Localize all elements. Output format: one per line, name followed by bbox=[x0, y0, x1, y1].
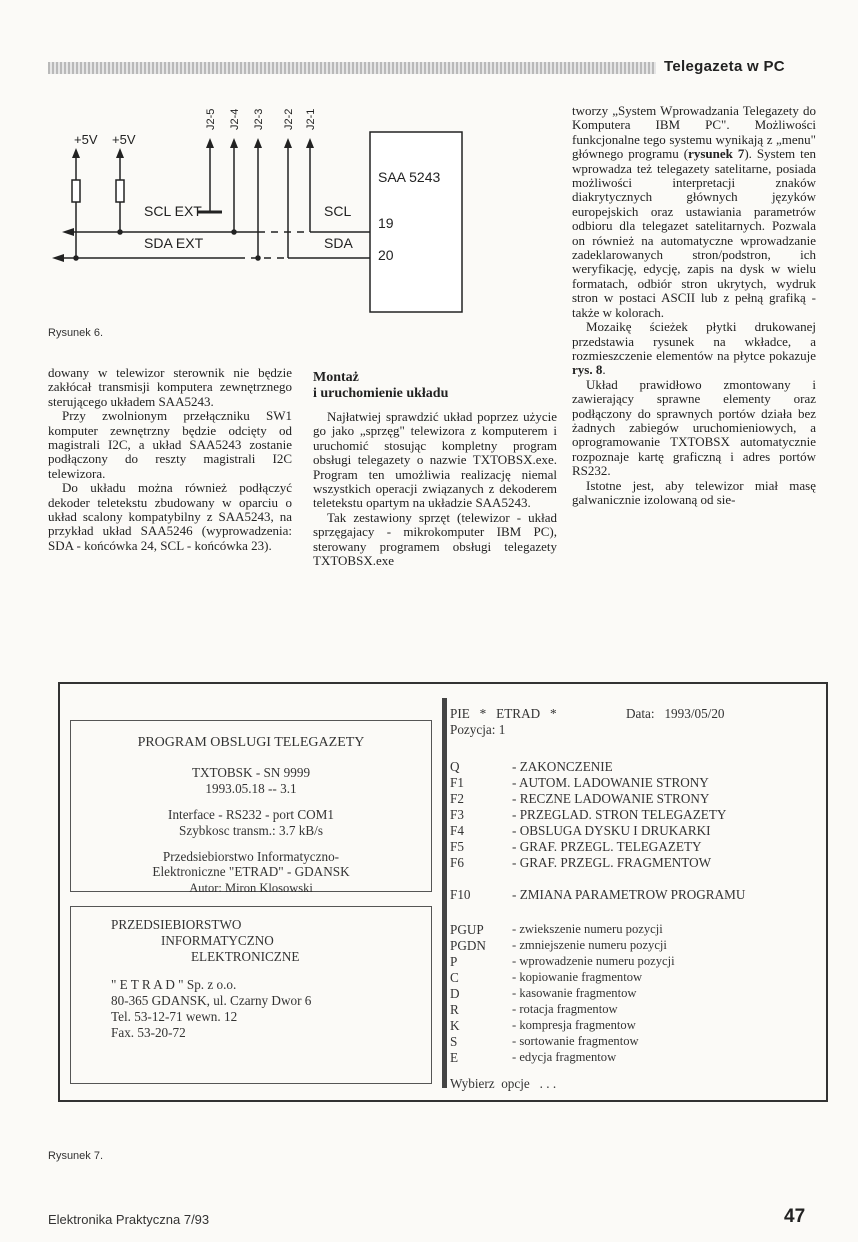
heading-line-1: Montaż bbox=[313, 370, 359, 385]
menu-key-f5[interactable]: F5 bbox=[450, 839, 464, 854]
menu-key-p[interactable]: P bbox=[450, 954, 458, 969]
program-serial: TXTOBSK - SN 9999 bbox=[191, 765, 311, 780]
label-5v-2: +5V bbox=[112, 132, 136, 147]
label-pin-20: 20 bbox=[378, 247, 394, 263]
menu-key-f6[interactable]: F6 bbox=[450, 855, 464, 870]
company-address-box bbox=[70, 906, 432, 1084]
paragraph: Istotne jest, aby telewizor miał masę galwanicznie izolowaną od sie- bbox=[572, 477, 816, 507]
label-scl-ext: SCL EXT bbox=[144, 203, 202, 219]
company-etrad: " E T R A D " Sp. z o.o. bbox=[111, 977, 237, 992]
menu-key-f3[interactable]: F3 bbox=[450, 807, 464, 822]
paragraph bbox=[572, 104, 816, 320]
company-fax: Fax. 53-20-72 bbox=[111, 1025, 186, 1040]
screen-divider bbox=[442, 698, 447, 1088]
label-pin-19: 19 bbox=[378, 215, 394, 231]
screen-position: Pozycja: 1 bbox=[450, 722, 506, 737]
paragraph: dowany w telewizor sterownik nie będzie zakłócał transmisji komputera zewnętrznego sterującego układem SAA5243. bbox=[48, 365, 292, 409]
paragraph: Układ prawidłowo zmontowany i zawierający sprawne elementy oraz podłączony do sprawnych portów działa bez żadnych zabiegów uruchomieniowych, a oprogramowanie TXTOBSX automatycznie rozpoznaje kartę graficzną i adres portów RS232. bbox=[572, 376, 816, 479]
menu-key-f2[interactable]: F2 bbox=[450, 791, 464, 806]
menu-key-c[interactable]: C bbox=[450, 970, 459, 985]
paragraph: Najłatwiej sprawdzić układ poprzez użycie go jako „sprzęg" telewizora z komputerem i uruchomić stosując kompletny program obsługi telegazety o nazwie TXTOBSX.exe. Program ten umożliwia realizację niemal wszystkich operacji związanych z dekoderem teletekstu opartym na układzie SAA5243. bbox=[313, 409, 557, 511]
figure-reference: rys. 8 bbox=[572, 362, 603, 378]
page-number: 47 bbox=[784, 1206, 806, 1227]
screen-date: Data: 1993/05/20 bbox=[626, 706, 725, 721]
program-info-box bbox=[70, 720, 432, 895]
company-name-1: PRZEDSIEBIORSTWO bbox=[111, 917, 242, 932]
company-name-3: ELEKTRONICZNE bbox=[191, 949, 300, 964]
menu-item-f2[interactable]: - RECZNE LADOWANIE STRONY bbox=[512, 791, 710, 806]
circuit-diagram-figure-6 bbox=[48, 92, 488, 322]
menu-item-f1[interactable]: - AUTOM. LADOWANIE STRONY bbox=[512, 775, 709, 790]
label-scl: SCL bbox=[324, 203, 352, 219]
menu-item-p[interactable]: - wprowadzenie numeru pozycji bbox=[512, 954, 675, 968]
menu-item-f10[interactable]: - ZMIANA PARAMETROW PROGRAMU bbox=[512, 887, 746, 902]
paragraph: Przy zwolnionym przełączniku SW1 komputer zewnętrzny będzie odcięty od magistrali I2C, a układ SAA5243 zostanie podłączony do reszty magistrali I2C telewizora. bbox=[48, 408, 292, 481]
label-j2-5: J2-5 bbox=[205, 108, 217, 130]
menu-key-e[interactable]: E bbox=[450, 1050, 459, 1065]
menu-key-k[interactable]: K bbox=[450, 1018, 460, 1033]
label-j2-3: J2-3 bbox=[253, 108, 265, 130]
label-sda-ext: SDA EXT bbox=[144, 235, 204, 251]
option-prompt[interactable]: Wybierz opcje . . . bbox=[450, 1076, 557, 1091]
text-column-2 bbox=[313, 370, 557, 568]
menu-item-f3[interactable]: - PRZEGLAD. STRON TELEGAZETY bbox=[512, 807, 727, 822]
menu-key-r[interactable]: R bbox=[450, 1002, 459, 1017]
menu-item-q[interactable]: - ZAKONCZENIE bbox=[512, 759, 613, 774]
text-span: Mozaikę ścieżek płytki drukowanej przedstawia rysunek na wkładce, a rozmieszczenie elementów na płytce pokazuje bbox=[572, 319, 816, 363]
figure-6-caption: Rysunek 6. bbox=[48, 327, 104, 339]
menu-item-pgdn[interactable]: - zmniejszenie numeru pozycji bbox=[512, 938, 667, 952]
company-name-2: INFORMATYCZNO bbox=[161, 933, 274, 948]
menu-key-q[interactable]: Q bbox=[450, 759, 460, 774]
figure-7-caption: Rysunek 7. bbox=[48, 1150, 104, 1162]
menu-key-s[interactable]: S bbox=[450, 1034, 458, 1049]
company-address: 80-365 GDANSK, ul. Czarny Dwor 6 bbox=[111, 993, 312, 1008]
menu-item-f5[interactable]: - GRAF. PRZEGL. TELEGAZETY bbox=[512, 839, 702, 854]
section-heading bbox=[313, 370, 557, 402]
program-title: PROGRAM OBSLUGI TELEGAZETY bbox=[137, 735, 365, 750]
menu-item-e[interactable]: - edycja fragmentow bbox=[512, 1050, 617, 1064]
label-sda: SDA bbox=[324, 235, 353, 251]
screen-header: PIE * ETRAD * bbox=[450, 706, 557, 721]
header-stripe bbox=[48, 62, 656, 74]
menu-key-f4[interactable]: F4 bbox=[450, 823, 464, 838]
menu-item-f6[interactable]: - GRAF. PRZEGL. FRAGMENTOW bbox=[512, 855, 712, 870]
menu-key-d[interactable]: D bbox=[450, 986, 460, 1001]
heading-line-2: i uruchomienie układu bbox=[313, 386, 449, 401]
program-author: Autor: Miron Klosowski bbox=[189, 881, 313, 895]
menu-key-pgdn[interactable]: PGDN bbox=[450, 938, 486, 953]
menu-item-d[interactable]: - kasowanie fragmentow bbox=[512, 986, 637, 1000]
paragraph: Tak zestawiony sprzęt (telewizor - układ sprzęgajacy - mikrokomputer IBM PC), sterowany programem obsługi telegazety TXTOBSX.exe bbox=[313, 509, 557, 569]
menu-item-f4[interactable]: - OBSLUGA DYSKU I DRUKARKI bbox=[512, 823, 711, 838]
text-column-1 bbox=[48, 366, 292, 553]
menu-item-pgup[interactable]: - zwiekszenie numeru pozycji bbox=[512, 922, 663, 936]
menu-item-c[interactable]: - kopiowanie fragmentow bbox=[512, 970, 643, 984]
menu-key-pgup[interactable]: PGUP bbox=[450, 922, 484, 937]
program-screen-figure-7 bbox=[58, 682, 828, 1102]
program-interface: Interface - RS232 - port COM1 bbox=[168, 807, 334, 822]
label-5v-1: +5V bbox=[74, 132, 98, 147]
text-span: ). System ten wprowadza też telegazety satelitarne, posiada możliwości interpretacji znaków diakrytycznych głównych języków europejskich oraz ustawiania parametrów odbioru dla telegazet satelitarnych. Pozwala on również na automatyczne wprowadzanie zadeklarowanych stron/podstron, ich weryfikację, edycję, zapis na dysk w wielu formatach, odbiór stron ukrytych, wydruk stron w postaci ASCII lub z pełną grafiką - także w kolorach. bbox=[572, 146, 817, 320]
label-chip: SAA 5243 bbox=[378, 169, 441, 185]
label-j2-1: J2-1 bbox=[305, 108, 317, 130]
company-phone: Tel. 53-12-71 wewn. 12 bbox=[111, 1009, 238, 1024]
paragraph: Do układu można również podłączyć dekoder teletekstu zbudowany w oparciu o układ scalony kompatybilny z SAA5243, na przykład układ SAA5246 (wyprowadzenia: SDA - końcówka 24, SCL - końcówka 23). bbox=[48, 480, 292, 553]
label-j2-2: J2-2 bbox=[283, 108, 295, 130]
menu-item-k[interactable]: - kompresja fragmentow bbox=[512, 1018, 636, 1032]
footer-journal: Elektronika Praktyczna 7/93 bbox=[48, 1212, 210, 1227]
menu-item-s[interactable]: - sortowanie fragmentow bbox=[512, 1034, 639, 1048]
menu-key-f10[interactable]: F10 bbox=[450, 887, 471, 902]
company-line-2: Elektroniczne "ETRAD" - GDANSK bbox=[152, 864, 350, 879]
text-column-3 bbox=[572, 104, 816, 507]
menu-item-r[interactable]: - rotacja fragmentow bbox=[512, 1002, 618, 1016]
text-span: . bbox=[602, 362, 606, 378]
label-j2-4: J2-4 bbox=[229, 108, 241, 130]
running-header: Telegazeta w PC bbox=[664, 58, 785, 75]
text-span: tworzy „System Wprowadzania Telegazety do Komputera IBM PC". Możliwości funkcjonalne tego systemu wynikają z „menu" głównego programu ( bbox=[572, 103, 816, 162]
figure-reference: rysunek 7 bbox=[688, 146, 745, 162]
paragraph bbox=[572, 320, 816, 378]
menu-key-f1[interactable]: F1 bbox=[450, 775, 464, 790]
company-line-1: Przedsiebiorstwo Informatyczno- bbox=[162, 849, 340, 864]
program-version: 1993.05.18 -- 3.1 bbox=[205, 781, 297, 796]
program-speed: Szybkosc transm.: 3.7 kB/s bbox=[179, 823, 323, 838]
